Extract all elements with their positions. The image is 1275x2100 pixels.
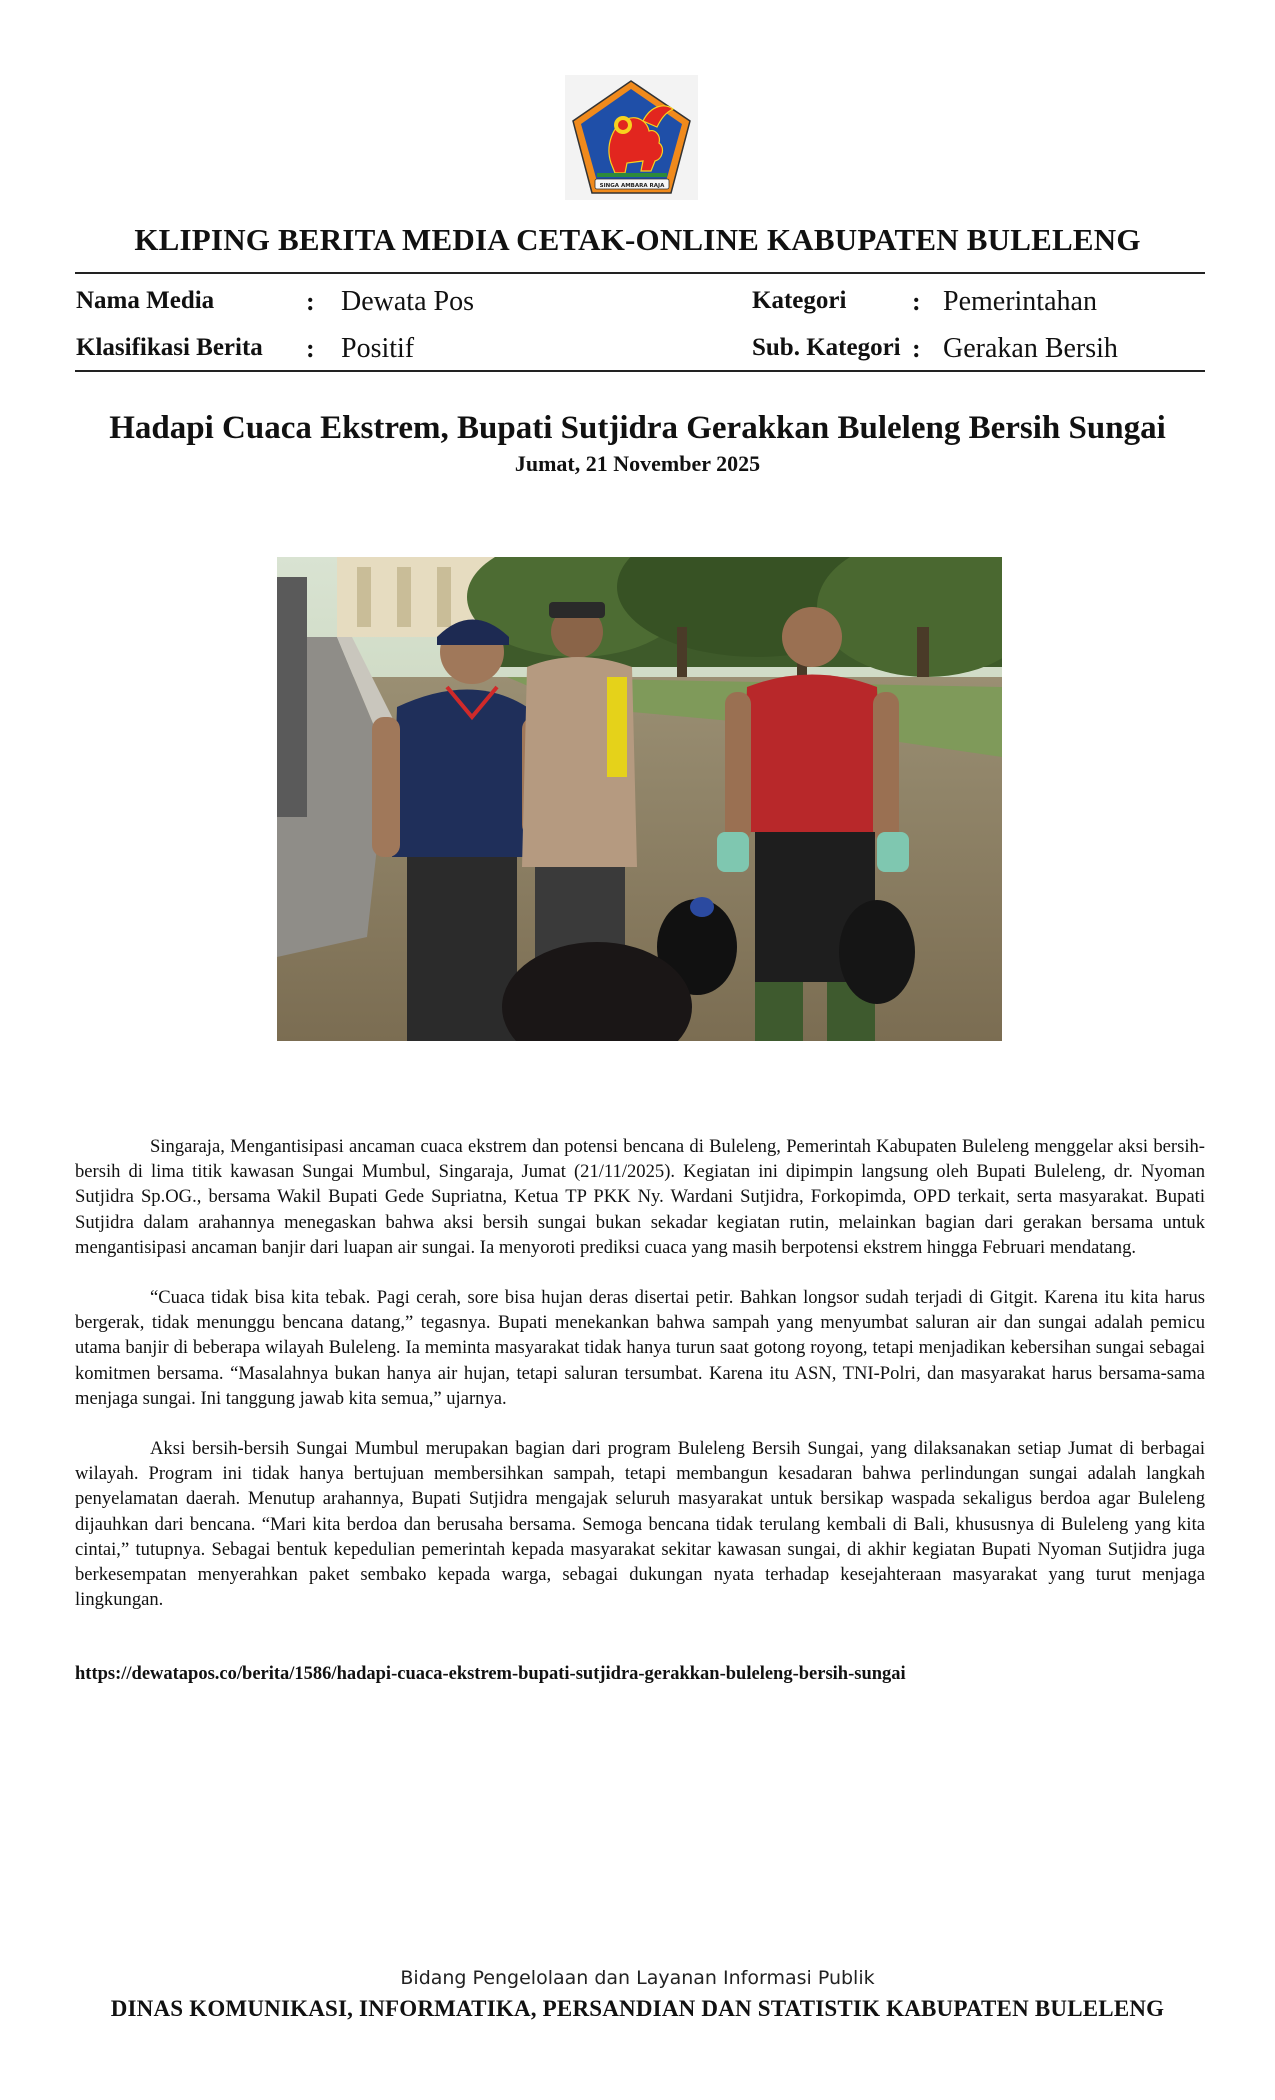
- kategori-label: Kategori: [752, 287, 847, 314]
- footer-institution: DINAS KOMUNIKASI, INFORMATIKA, PERSANDIAN DAN STATISTIK KABUPATEN BULELENG: [110, 1996, 1165, 2021]
- article-paragraph-3: Aksi bersih-bersih Sungai Mumbul merupakan bagian dari program Buleleng Bersih Sungai, yang dilaksanakan setiap Jumat di berbagai wilayah. Program ini tidak hanya bertujuan membersihkan sampah, tetapi membangun kesadaran bahwa perlindungan sungai adalah langkah penyelamatan daerah. Menutup arahannya, Bupati Sutjidra mengajak seluruh masyarakat untuk bersikap waspada sekaligus berdoa agar Buleleng dijauhkan dari bencana. “Mari kita berdoa dan berusaha bersama. Semoga bencana tidak terulang kembali di Bali, khususnya di Buleleng yang kita cintai,” tutupnya. Sebagai bentuk kepedulian pemerintah kepada masyarakat sekitar kawasan sungai, di akhir kegiatan Bupati Nyoman Sutjidra juga berkesempatan menyerahkan paket sembako kepada warga, sebagai dukungan nyata terhadap kesejahteraan masyarakat yang turut menjaga lingkungan.: [75, 1438, 1205, 1611]
- buleleng-crest-logo: [565, 75, 698, 200]
- crest-motto: SINGA AMBARA RAJA: [599, 183, 665, 189]
- klasifikasi-value: Positif: [341, 333, 415, 364]
- article-title: Hadapi Cuaca Ekstrem, Bupati Sutjidra Gerakkan Buleleng Bersih Sungai: [109, 410, 1166, 446]
- article-date: Jumat, 21 November 2025: [514, 451, 761, 476]
- media-value: Dewata Pos: [341, 286, 474, 317]
- klasifikasi-colon: :: [306, 334, 315, 363]
- kategori-value: Pemerintahan: [943, 286, 1097, 317]
- source-url-link[interactable]: https://dewatapos.co/berita/1586/hadapi-cuaca-ekstrem-bupati-sutjidra-gerakkan-buleleng-bersih-sungai: [75, 1664, 906, 1684]
- article-paragraph-1: Singaraja, Mengantisipasi ancaman cuaca ekstrem dan potensi bencana di Buleleng, Pemerintah Kabupaten Buleleng menggelar aksi bersih-bersih di lima titik kawasan Sungai Mumbul, Singaraja, Jumat (21/11/2025). Kegiatan ini dipimpin langsung oleh Bupati Buleleng, dr. Nyoman Sutjidra Sp.OG., bersama Wakil Bupati Gede Supriatna, Ketua TP PKK Ny. Wardani Sutjidra, Forkopimda, OPD terkait, serta masyarakat. Bupati Sutjidra dalam arahannya menegaskan bahwa aksi bersih sungai bukan sekadar kegiatan rutin, melainkan bagian dari gerakan bersama untuk mengantisipasi ancaman banjir dari luapan air sungai. Ia menyoroti prediksi cuaca yang masih berpotensi ekstrem hingga Februari mendatang.: [75, 1136, 1205, 1258]
- footer-department: Bidang Pengelolaan dan Layanan Informasi Publik: [400, 1967, 875, 1989]
- clipping-header-title: KLIPING BERITA MEDIA CETAK-ONLINE KABUPATEN BULELENG: [134, 222, 1141, 257]
- kategori-colon: :: [912, 287, 921, 316]
- media-colon: :: [306, 287, 315, 316]
- media-label: Nama Media: [76, 287, 215, 314]
- buleleng-regency-crest-icon: [565, 75, 698, 200]
- sub-kategori-label: Sub. Kategori: [752, 334, 901, 361]
- header-divider-top: [75, 272, 1205, 274]
- header-divider-bottom: [75, 370, 1205, 372]
- sub-kategori-colon: :: [912, 334, 921, 363]
- sub-kategori-value: Gerakan Bersih: [943, 333, 1118, 364]
- news-photo: [277, 557, 1002, 1041]
- article-paragraph-2: “Cuaca tidak bisa kita tebak. Pagi cerah, sore bisa hujan deras disertai petir. Bahkan longsor sudah terjadi di Gitgit. Karena itu kita harus bergerak, tidak menunggu bencana datang,” tegasnya. Bupati menekankan bahwa sampah yang menyumbat saluran air dan sungai adalah pemicu utama banjir di beberapa wilayah Buleleng. Ia meminta masyarakat tidak hanya turun saat gotong royong, tetapi menjadikan kebersihan sungai sebagai komitmen bersama. “Masalahnya bukan hanya air hujan, tetapi saluran tersumbat. Karena itu ASN, TNI-Polri, dan masyarakat harus bersama-sama menjaga sungai. Ini tanggung jawab kita semua,” ujarnya.: [75, 1287, 1205, 1409]
- article-body: [75, 1134, 1205, 1637]
- klasifikasi-label: Klasifikasi Berita: [76, 334, 263, 361]
